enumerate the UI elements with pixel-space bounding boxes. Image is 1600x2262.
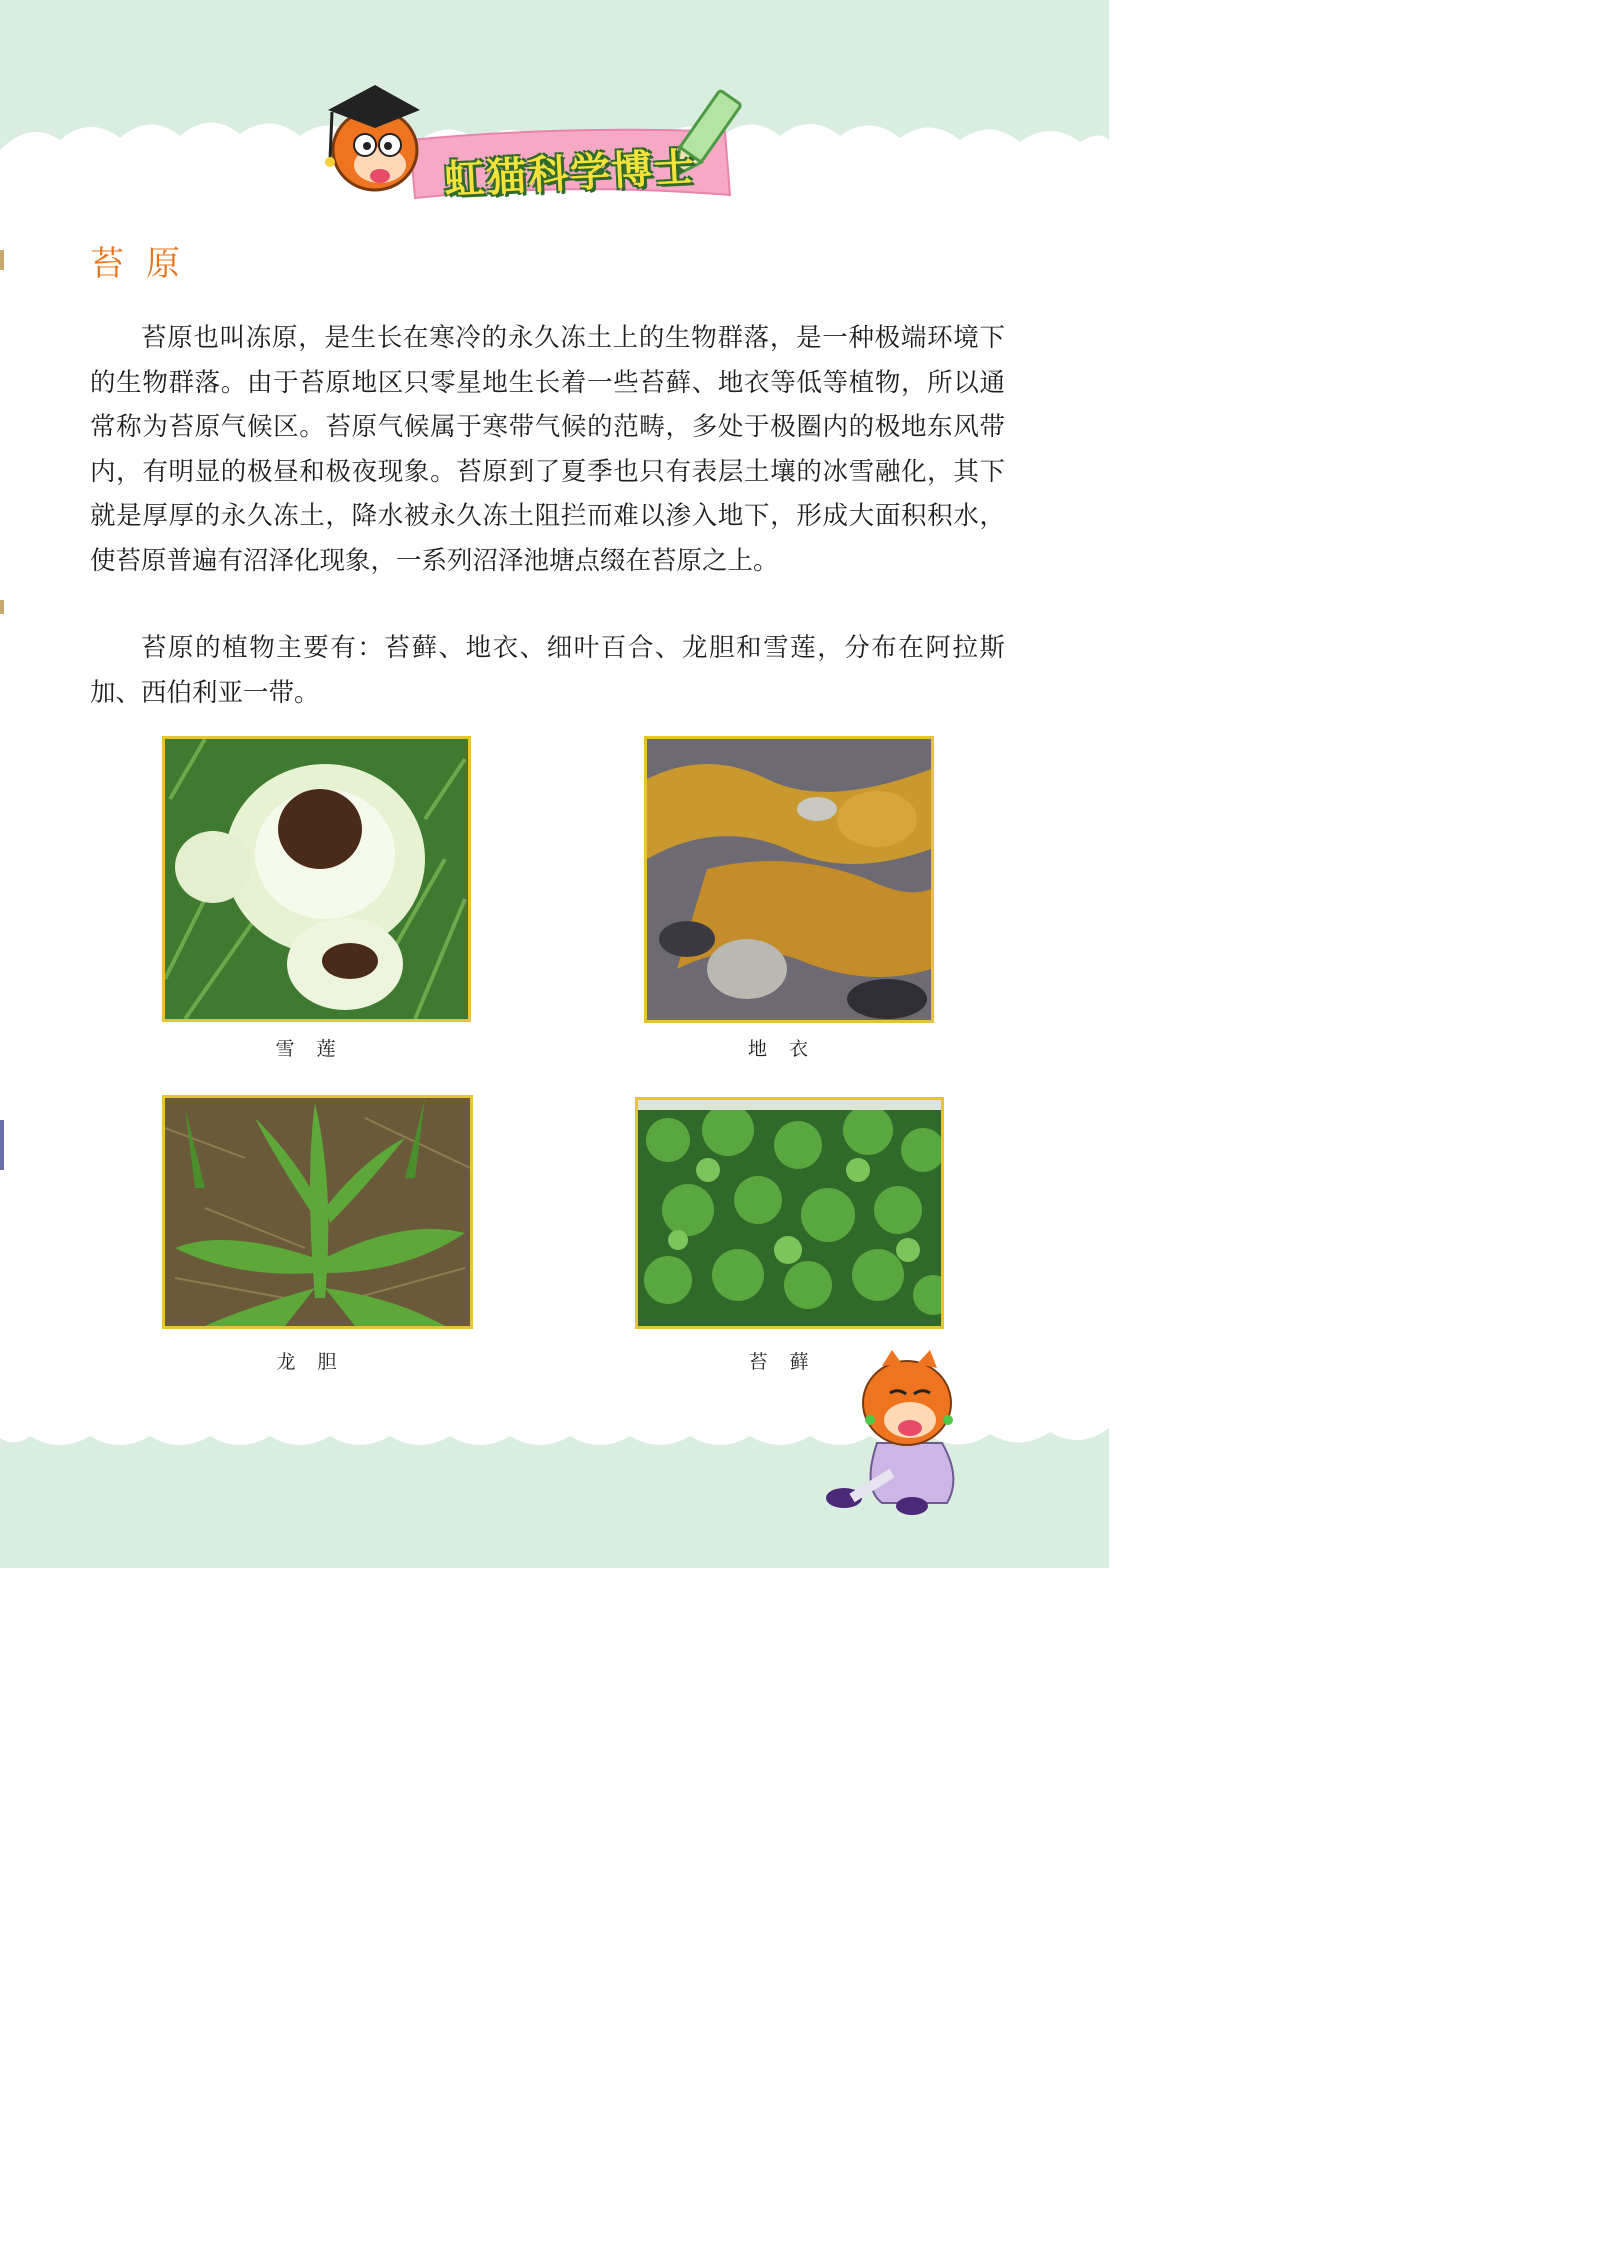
figure-caption: 苔藓 — [748, 1351, 831, 1373]
snow-lotus-photo — [162, 736, 471, 1022]
edge-mark — [0, 600, 4, 614]
brand-title: 虹猫科学博士 — [443, 144, 698, 204]
cat-mascot-illustration — [822, 1348, 992, 1518]
brand-banner — [320, 70, 800, 210]
body-paragraph: 苔原的植物主要有：苔藓、地衣、细叶百合、龙胆和雪莲，分布在阿拉斯加、西伯利亚一带。 — [90, 633, 1005, 708]
page-title: 苔原 — [90, 244, 202, 284]
cat-mascot-head-icon — [325, 85, 420, 190]
cat-mascot-icon — [826, 1350, 953, 1515]
figure-caption: 地衣 — [747, 1038, 830, 1060]
lichen-photo — [644, 736, 934, 1023]
gentian-photo — [162, 1095, 473, 1329]
figure-caption: 雪莲 — [275, 1038, 358, 1060]
moss-photo — [635, 1097, 944, 1329]
figure-caption: 龙胆 — [276, 1351, 359, 1373]
body-paragraph: 苔原也叫冻原，是生长在寒冷的永久冻土上的生物群落，是一种极端环境下的生物群落。由于苔原地区只零星地生长着一些苔藓、地衣等低等植物，所以通常称为苔原气候区。苔原气候属于寒带气候的范畴，多处于极圈内的极地东风带内，有明显的极昼和极夜现象。苔原到了夏季也只有表层土壤的冰雪融化，其下就是厚厚的永久冻土，降水被永久冻土阻拦而难以渗入地下，形成大面积积水，使苔原普遍有沼泽化现象，一系列沼泽池塘点缀在苔原之上。 — [90, 323, 1005, 576]
edge-mark — [0, 1120, 4, 1170]
edge-mark — [0, 250, 4, 270]
